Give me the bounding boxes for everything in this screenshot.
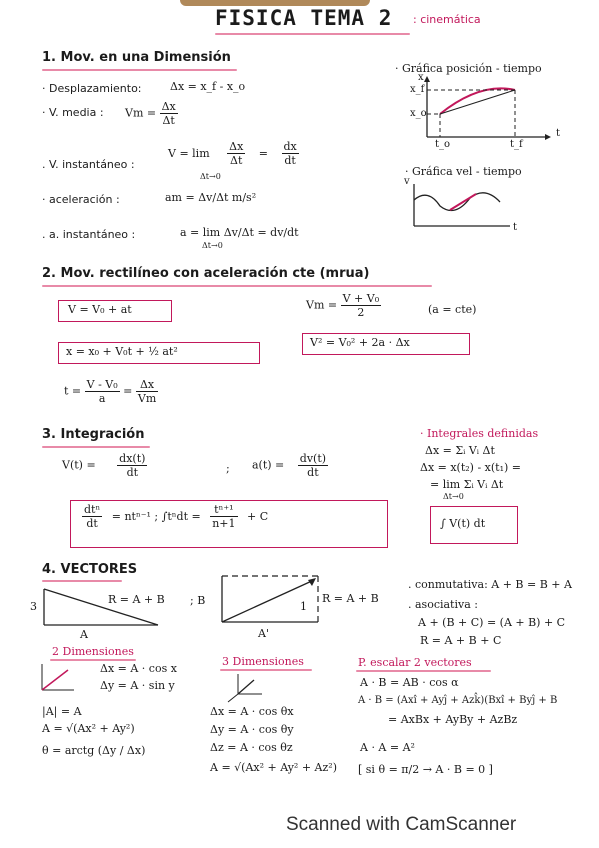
integral-line-3: = lim Σᵢ Vᵢ Δt [430, 478, 504, 491]
parallelogram-A-label: A' [258, 627, 269, 640]
graph2-t-label: t [513, 222, 518, 233]
at-num: dv(t) [299, 452, 327, 465]
t-num: V - V₀ [86, 378, 118, 391]
pe-eq3: = AxBx + AyBy + AzBz [388, 713, 518, 726]
vmedia-num: Δx [161, 100, 176, 113]
asociativa: . asociativa : [408, 598, 478, 611]
dim3-underline [220, 669, 312, 671]
vinst-num2: dx [283, 140, 297, 153]
vt-den: dt [126, 466, 139, 479]
pe-eq4: A · A = A² [360, 741, 415, 754]
box-mid: = ntⁿ⁻¹ ; ∫tⁿdt = [111, 509, 201, 523]
dim3-dx: Δx = A · cos θx [210, 705, 294, 718]
box-num: dtⁿ [84, 503, 101, 516]
dim2-vector-diagram [38, 662, 78, 694]
title-underline [215, 33, 410, 35]
parallelogram-R-eq: R = A + B [322, 592, 379, 605]
triangle-3-label: 3 [30, 600, 37, 613]
vmedia-label: · V. media : [42, 106, 104, 119]
graph-velocity-time [400, 178, 520, 238]
pe-eq5: [ si θ = π/2 → A · B = 0 ] [358, 763, 493, 776]
graph1-t-label: t [556, 128, 561, 139]
box-den: dt [86, 517, 98, 530]
graph2-curve [414, 193, 500, 211]
vector-parallelogram-diagram [218, 572, 328, 628]
integral-line-2: Δx = x(t₂) - x(t₁) = [420, 461, 522, 474]
section-4-underline [42, 580, 122, 582]
graph1-xo-label: x_o [410, 108, 427, 119]
t-den: a [98, 392, 106, 405]
dim3-dy: Δy = A · cos θy [210, 723, 294, 736]
vm-equation [306, 292, 381, 319]
section-1-heading: 1. Mov. en una Dimensión [42, 50, 231, 65]
box-den2: n+1 [212, 517, 236, 530]
acel-label: · aceleración : [42, 193, 120, 206]
integral-line-1: Δx = Σᵢ Vᵢ Δt [425, 444, 495, 457]
graph1-tf-label: t_f [510, 139, 523, 150]
section-2-underline [42, 285, 432, 287]
ainst-equation: a = lim Δv/Δt = dv/dt [180, 226, 299, 239]
section-4-heading: 4. VECTORES [42, 562, 138, 577]
vinst-den: Δt [230, 154, 243, 167]
asociativa-eq1: A + (B + C) = (A + B) + C [418, 616, 566, 629]
ainst-label: . a. instantáneo : [42, 228, 136, 241]
definite-integral: ∫ V(t) dt [440, 517, 486, 530]
dim3-A: A = √(Ax² + Ay² + Az²) [210, 761, 337, 774]
ainst-limit-sub: Δt→0 [202, 241, 223, 250]
vm-lhs: Vm = [306, 298, 338, 312]
dim2-underline [50, 659, 136, 661]
pe-eq2: A · B = (Axî + Ayĵ + Azk̂)(Bxî + Byĵ + B [358, 695, 558, 706]
graph2-tangent [450, 194, 476, 210]
vm-den: 2 [357, 306, 365, 319]
t-eq: = [123, 384, 133, 398]
eq2: x = x₀ + V₀t + ½ at² [66, 345, 178, 358]
vinst-eq: = [258, 146, 268, 160]
dim2-title: 2 Dimensiones [52, 645, 134, 658]
at-equation [252, 452, 328, 479]
page-subtitle: : cinemática [413, 13, 481, 26]
page-title: FISICA TEMA 2 [215, 6, 393, 30]
vinst-num: Δx [229, 140, 244, 153]
dim2-mod: |A| = A [42, 705, 82, 718]
camscanner-footer: Scanned with CamScanner [286, 814, 517, 835]
asociativa-eq2: R = A + B + C [420, 634, 502, 647]
section-3-underline [42, 446, 150, 448]
acel-equation: am = Δv/Δt m/s² [165, 191, 257, 204]
graph1-title: · Gráfica posición - tiempo [395, 62, 542, 75]
integral-line-3-sub: Δt→0 [443, 492, 464, 501]
vt-at-separator: ; [226, 462, 230, 475]
vm-num: V + V₀ [342, 292, 380, 305]
box-num2: tⁿ⁺¹ [210, 503, 237, 517]
section-1-underline [42, 69, 237, 71]
dim3-dz: Δz = A · cos θz [210, 741, 293, 754]
vt-num: dx(t) [119, 452, 146, 465]
vinst-lhs: V = lim [168, 147, 210, 160]
t-num2: Δx [136, 378, 158, 392]
desp-label: · Desplazamiento: [42, 82, 142, 95]
dim2-dy: Δy = A · sin y [100, 679, 175, 692]
producto-escalar-title: P. escalar 2 vectores [358, 656, 472, 669]
vm-note: (a = cte) [428, 303, 477, 316]
vinst-limit-sub: Δt→0 [200, 172, 221, 181]
vt-lhs: V(t) = [62, 458, 96, 472]
eq3: V² = V₀² + 2a · Δx [310, 336, 410, 349]
vmedia-lhs: Vm = [125, 106, 157, 120]
graph2-v-label: v [404, 176, 410, 187]
conmutativa: . conmutativa: A + B = B + A [408, 578, 572, 591]
graph1-xf-label: x_f [410, 84, 425, 95]
power-rule-equation [82, 503, 268, 530]
vt-equation [62, 452, 147, 479]
dim3-axes-diagram [226, 672, 266, 704]
parallelogram-label: ; B [190, 594, 206, 607]
integrales-title: · Integrales definidas [420, 427, 539, 440]
dim2-dx: Δx = A · cos x [100, 662, 177, 675]
box-c: + C [247, 509, 269, 523]
vinst-equation [168, 140, 299, 167]
pe-underline [356, 670, 491, 672]
at-lhs: a(t) = [252, 458, 285, 472]
pe-eq1: A · B = AB · cos α [360, 676, 459, 689]
graph1-x-label: x [418, 72, 424, 83]
dim2-angle: θ = arctg (Δy / Δx) [42, 744, 146, 757]
graph1-to-label: t_o [435, 139, 451, 150]
vinst-den2: dt [284, 154, 296, 167]
vinst-label: . V. instantáneo : [42, 158, 135, 171]
vmedia-equation [125, 100, 178, 127]
graph2-title: · Gráfica vel - tiempo [405, 165, 522, 178]
triangle-R-label: R = A + B [108, 593, 165, 606]
dim2-A: A = √(Ax² + Ay²) [42, 722, 135, 735]
eq1: V = V₀ + at [68, 303, 132, 316]
at-den: dt [307, 466, 319, 479]
graph1-secant [440, 90, 515, 114]
vmedia-den: Δt [162, 114, 175, 127]
triangle-A-label: A [80, 628, 88, 641]
parallelogram-1-label: 1 [300, 600, 307, 613]
t-equation [64, 378, 158, 405]
dim3-title: 3 Dimensiones [222, 655, 304, 668]
section-3-heading: 3. Integración [42, 427, 145, 442]
section-2-heading: 2. Mov. rectilíneo con aceleración cte (mrua) [42, 266, 370, 281]
t-den2: Vm [137, 392, 157, 405]
t-lhs: t = [64, 384, 82, 398]
desp-equation: Δx = x_f - x_o [170, 80, 246, 93]
